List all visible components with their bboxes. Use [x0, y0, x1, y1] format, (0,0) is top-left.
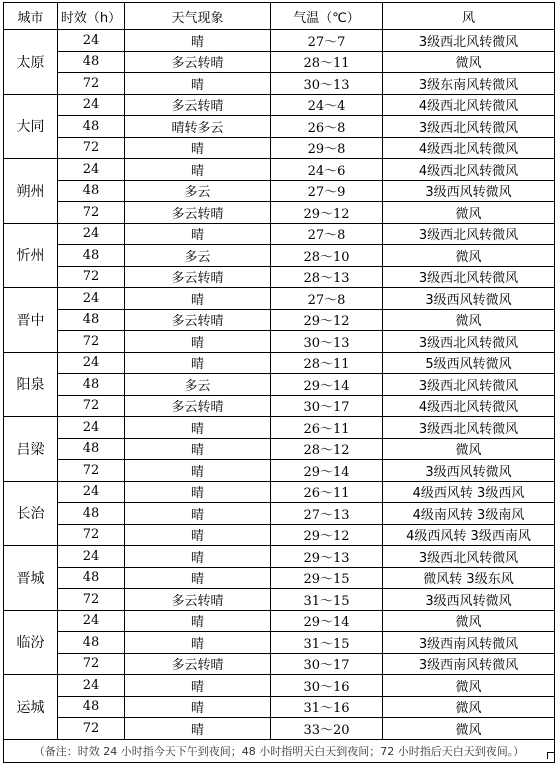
- wind-cell: 4级西北风转微风: [383, 395, 555, 417]
- header-weather: 天气现象: [125, 3, 271, 30]
- temperature-cell: 27～7: [271, 30, 383, 52]
- table-row: [4, 180, 555, 202]
- city-name: 运城: [4, 675, 58, 740]
- weather-cell: 晴: [125, 137, 271, 159]
- table-row: [4, 352, 555, 374]
- table-row: [4, 546, 555, 568]
- temperature-cell: 29～12: [271, 202, 383, 224]
- wind-cell: 3级西北风转微风: [383, 374, 555, 396]
- temperature-cell: 26～8: [271, 116, 383, 138]
- wind-cell: 3级西北风转微风: [383, 116, 555, 138]
- weather-cell: 晴: [125, 417, 271, 439]
- table-row: [4, 30, 555, 52]
- header-period: 时效（h）: [58, 3, 125, 30]
- weather-cell: 多云: [125, 245, 271, 267]
- weather-cell: 晴: [125, 696, 271, 718]
- table-row: [4, 137, 555, 159]
- header-row: [4, 3, 555, 30]
- wind-cell: 微风: [383, 438, 555, 460]
- footnote: （备注：时效 24 小时指今天下午到夜间；48 小时指明天白天到夜间；72 小时指后天白天到夜间。）: [4, 739, 555, 762]
- wind-cell: 微风: [383, 202, 555, 224]
- city-name: 朔州: [4, 159, 58, 224]
- wind-cell: 3级东南风转微风: [383, 73, 555, 95]
- wind-cell: 微风: [383, 245, 555, 267]
- temperature-cell: 30～16: [271, 675, 383, 697]
- weather-cell: 晴: [125, 632, 271, 654]
- weather-cell: 晴: [125, 460, 271, 482]
- header-wind: 风: [383, 3, 555, 30]
- city-name: 阳泉: [4, 352, 58, 417]
- period-cell: 24: [58, 30, 125, 52]
- temperature-cell: 27～13: [271, 503, 383, 525]
- weather-forecast-table: [3, 2, 555, 763]
- weather-cell: 晴: [125, 352, 271, 374]
- temperature-cell: 33～20: [271, 718, 383, 740]
- table-row: [4, 696, 555, 718]
- wind-cell: 4级西风转 3级西南风: [383, 524, 555, 546]
- page-corner-mark: [547, 752, 554, 759]
- wind-cell: 微风: [383, 309, 555, 331]
- temperature-cell: 29～14: [271, 460, 383, 482]
- wind-cell: 4级西风转 3级西风: [383, 481, 555, 503]
- period-cell: 72: [58, 460, 125, 482]
- temperature-cell: 29～13: [271, 546, 383, 568]
- temperature-cell: 27～8: [271, 288, 383, 310]
- table-row: [4, 718, 555, 740]
- period-cell: 72: [58, 718, 125, 740]
- period-cell: 24: [58, 546, 125, 568]
- wind-cell: 3级西北风转微风: [383, 417, 555, 439]
- period-cell: 24: [58, 288, 125, 310]
- wind-cell: 4级西北风转微风: [383, 159, 555, 181]
- weather-cell: 多云转晴: [125, 653, 271, 675]
- temperature-cell: 30～13: [271, 331, 383, 353]
- period-cell: 48: [58, 245, 125, 267]
- weather-cell: 晴: [125, 223, 271, 245]
- period-cell: 24: [58, 159, 125, 181]
- period-cell: 48: [58, 567, 125, 589]
- temperature-cell: 29～12: [271, 309, 383, 331]
- temperature-cell: 30～13: [271, 73, 383, 95]
- wind-cell: 3级西北风转微风: [383, 30, 555, 52]
- period-cell: 72: [58, 137, 125, 159]
- table-row: [4, 331, 555, 353]
- period-cell: 48: [58, 309, 125, 331]
- wind-cell: 3级西北风转微风: [383, 331, 555, 353]
- period-cell: 72: [58, 653, 125, 675]
- weather-cell: 多云转晴: [125, 395, 271, 417]
- period-cell: 24: [58, 352, 125, 374]
- temperature-cell: 24～6: [271, 159, 383, 181]
- table-row: [4, 94, 555, 116]
- table-row: [4, 589, 555, 611]
- wind-cell: 微风: [383, 718, 555, 740]
- period-cell: 24: [58, 481, 125, 503]
- temperature-cell: 28～11: [271, 352, 383, 374]
- wind-cell: 4级西北风转微风: [383, 94, 555, 116]
- wind-cell: 3级西风转微风: [383, 180, 555, 202]
- wind-cell: 微风: [383, 675, 555, 697]
- temperature-cell: 31～15: [271, 589, 383, 611]
- weather-cell: 晴: [125, 159, 271, 181]
- weather-cell: 多云: [125, 374, 271, 396]
- temperature-cell: 31～15: [271, 632, 383, 654]
- period-cell: 48: [58, 696, 125, 718]
- weather-cell: 多云转晴: [125, 202, 271, 224]
- temperature-cell: 31～16: [271, 696, 383, 718]
- temperature-cell: 29～14: [271, 610, 383, 632]
- wind-cell: 微风: [383, 51, 555, 73]
- table-row: [4, 51, 555, 73]
- weather-cell: 晴: [125, 331, 271, 353]
- temperature-cell: 30～17: [271, 653, 383, 675]
- wind-cell: 3级西北风转微风: [383, 546, 555, 568]
- table-row: [4, 610, 555, 632]
- table-row: [4, 202, 555, 224]
- table-row: [4, 116, 555, 138]
- temperature-cell: 29～14: [271, 374, 383, 396]
- table-row: [4, 632, 555, 654]
- table-row: [4, 417, 555, 439]
- weather-cell: 多云转晴: [125, 51, 271, 73]
- temperature-cell: 29～15: [271, 567, 383, 589]
- period-cell: 72: [58, 73, 125, 95]
- wind-cell: 4级南风转 3级南风: [383, 503, 555, 525]
- wind-cell: 3级西南风转微风: [383, 653, 555, 675]
- note-row: [4, 739, 555, 762]
- table-row: [4, 266, 555, 288]
- city-name: 吕梁: [4, 417, 58, 482]
- wind-cell: 微风: [383, 696, 555, 718]
- period-cell: 72: [58, 202, 125, 224]
- period-cell: 48: [58, 180, 125, 202]
- table-row: [4, 481, 555, 503]
- wind-cell: 5级西风转微风: [383, 352, 555, 374]
- temperature-cell: 24～4: [271, 94, 383, 116]
- period-cell: 72: [58, 331, 125, 353]
- wind-cell: 3级西北风转微风: [383, 266, 555, 288]
- table-row: [4, 524, 555, 546]
- weather-cell: 晴: [125, 718, 271, 740]
- temperature-cell: 28～12: [271, 438, 383, 460]
- weather-cell: 多云转晴: [125, 266, 271, 288]
- wind-cell: 3级西风转微风: [383, 288, 555, 310]
- city-name: 大同: [4, 94, 58, 159]
- city-name: 长治: [4, 481, 58, 546]
- weather-cell: 晴: [125, 30, 271, 52]
- period-cell: 72: [58, 266, 125, 288]
- table-row: [4, 223, 555, 245]
- period-cell: 24: [58, 675, 125, 697]
- city-name: 太原: [4, 30, 58, 95]
- weather-cell: 晴: [125, 546, 271, 568]
- wind-cell: 3级西北风转微风: [383, 223, 555, 245]
- period-cell: 72: [58, 395, 125, 417]
- weather-cell: 多云转晴: [125, 309, 271, 331]
- weather-cell: 多云: [125, 180, 271, 202]
- table-row: [4, 309, 555, 331]
- weather-cell: 晴: [125, 288, 271, 310]
- temperature-cell: 29～8: [271, 137, 383, 159]
- table-row: [4, 567, 555, 589]
- wind-cell: 微风转 3级东风: [383, 567, 555, 589]
- header-temperature: 气温（℃）: [271, 3, 383, 30]
- weather-cell: 晴: [125, 567, 271, 589]
- weather-cell: 晴: [125, 675, 271, 697]
- wind-cell: 4级西北风转微风: [383, 137, 555, 159]
- table-row: [4, 374, 555, 396]
- period-cell: 48: [58, 632, 125, 654]
- period-cell: 72: [58, 589, 125, 611]
- temperature-cell: 28～10: [271, 245, 383, 267]
- table-row: [4, 159, 555, 181]
- period-cell: 24: [58, 417, 125, 439]
- city-name: 晋中: [4, 288, 58, 353]
- city-name: 临汾: [4, 610, 58, 675]
- city-name: 忻州: [4, 223, 58, 288]
- weather-cell: 晴: [125, 438, 271, 460]
- weather-cell: 多云转晴: [125, 589, 271, 611]
- table-row: [4, 395, 555, 417]
- weather-cell: 晴: [125, 524, 271, 546]
- period-cell: 24: [58, 610, 125, 632]
- period-cell: 48: [58, 374, 125, 396]
- weather-cell: 晴: [125, 481, 271, 503]
- temperature-cell: 26～11: [271, 481, 383, 503]
- wind-cell: 微风: [383, 610, 555, 632]
- wind-cell: 3级西风转微风: [383, 460, 555, 482]
- table-row: [4, 245, 555, 267]
- temperature-cell: 29～12: [271, 524, 383, 546]
- period-cell: 48: [58, 51, 125, 73]
- temperature-cell: 26～11: [271, 417, 383, 439]
- temperature-cell: 28～11: [271, 51, 383, 73]
- table-body: [4, 30, 555, 740]
- table-row: [4, 675, 555, 697]
- weather-cell: 晴: [125, 610, 271, 632]
- temperature-cell: 28～13: [271, 266, 383, 288]
- table-row: [4, 460, 555, 482]
- temperature-cell: 27～8: [271, 223, 383, 245]
- weather-cell: 晴: [125, 73, 271, 95]
- table-row: [4, 503, 555, 525]
- period-cell: 48: [58, 438, 125, 460]
- weather-cell: 晴转多云: [125, 116, 271, 138]
- temperature-cell: 27～9: [271, 180, 383, 202]
- city-name: 晋城: [4, 546, 58, 611]
- wind-cell: 3级西南风转微风: [383, 632, 555, 654]
- period-cell: 24: [58, 223, 125, 245]
- header-city: 城市: [4, 3, 58, 30]
- weather-cell: 多云转晴: [125, 94, 271, 116]
- period-cell: 72: [58, 524, 125, 546]
- table-row: [4, 438, 555, 460]
- table-row: [4, 73, 555, 95]
- temperature-cell: 30～17: [271, 395, 383, 417]
- weather-cell: 晴: [125, 503, 271, 525]
- period-cell: 24: [58, 94, 125, 116]
- period-cell: 48: [58, 116, 125, 138]
- table-row: [4, 288, 555, 310]
- period-cell: 48: [58, 503, 125, 525]
- table-row: [4, 653, 555, 675]
- wind-cell: 3级西风转微风: [383, 589, 555, 611]
